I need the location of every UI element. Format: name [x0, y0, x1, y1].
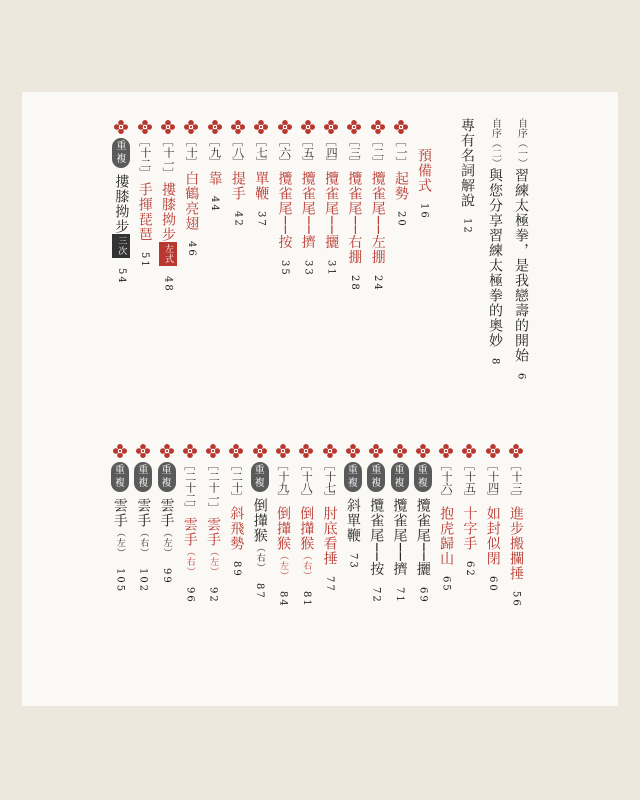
entry-title-text: 斜單鞭 [344, 498, 361, 543]
flower-ornament-icon [346, 444, 360, 458]
entry-number: 八 [231, 147, 245, 158]
bracket-open: ﹇ [348, 135, 360, 148]
entry-title [369, 171, 387, 265]
entry-number: 九 [208, 147, 222, 158]
entry-title [134, 498, 152, 558]
entry-badge: 三次 [112, 234, 130, 258]
toc-entry[interactable] [321, 444, 339, 593]
flower-ornament-icon [393, 444, 407, 458]
entry-title-text: 起勢 [393, 171, 409, 201]
entry-page-number: 60 [487, 576, 499, 593]
entry-number: 二十二 [183, 471, 197, 504]
bracket-open: ﹇ [372, 135, 384, 148]
entry-title-text: 雲手 [181, 517, 198, 547]
entry-title-text: 雲手 [205, 517, 222, 547]
toc-entry[interactable] [299, 120, 317, 277]
toc-entry[interactable] [204, 444, 222, 604]
preface-page-number: 8 [489, 358, 501, 367]
preface-entry[interactable] [458, 118, 476, 235]
bracket-close: ﹈ [277, 491, 289, 504]
flower-ornament-icon [369, 444, 383, 458]
entry-number-tag [460, 459, 478, 504]
entry-title [204, 517, 222, 577]
flower-ornament-icon [253, 444, 267, 458]
toc-entry[interactable] [182, 120, 200, 258]
bracket-close: ﹈ [348, 156, 360, 169]
flower-ornament-icon [183, 444, 197, 458]
repeat-badge [158, 462, 176, 492]
toc-entry[interactable] [206, 120, 224, 213]
toc-entry[interactable] [507, 444, 525, 608]
bracket-close: ﹈ [463, 491, 475, 504]
flower-ornament-icon [254, 120, 268, 134]
entry-title-text: 提手 [229, 171, 246, 201]
entry-title [181, 517, 199, 577]
entry-title-text: 攬雀尾──攦 [323, 171, 340, 250]
entry-note: （右） [301, 551, 312, 581]
bracket-open: ﹇ [232, 135, 244, 148]
entry-number: 十一 [162, 147, 175, 169]
toc-entry[interactable] [136, 120, 154, 269]
entry-title [344, 498, 362, 543]
entry-title-text: 靠 [206, 171, 223, 186]
flower-ornament-icon [301, 120, 315, 134]
entry-page-number: 89 [230, 561, 242, 578]
flower-ornament-icon [299, 444, 313, 458]
section-page: 16 [418, 203, 430, 220]
entry-title [274, 506, 292, 581]
entry-title-text: 摟膝拗步 [113, 174, 130, 234]
entry-title-text: 倒攆猴 [275, 506, 291, 551]
entry-title-text: 倒攆猴 [251, 498, 268, 543]
entry-page-number: 99 [161, 568, 172, 585]
bracket-close: ﹈ [139, 167, 151, 180]
entry-title [367, 498, 385, 577]
entry-number-tag [227, 459, 245, 504]
entry-number-tag [392, 135, 410, 169]
entry-note: （右） [254, 543, 265, 573]
entry-number: 十 [185, 147, 199, 158]
toc-entry[interactable] [392, 120, 410, 228]
entry-title [460, 506, 478, 551]
entry-number-tag [484, 459, 502, 504]
entry-page-number: 77 [324, 576, 336, 593]
entry-title [297, 506, 315, 581]
bracket-open: ﹇ [487, 459, 499, 472]
entry-title [299, 171, 317, 250]
preface-entry[interactable] [486, 118, 504, 366]
repeat-badge-char: 重 [116, 141, 127, 152]
entry-number: 十五 [463, 471, 477, 493]
repeat-badge-char: 重 [161, 465, 172, 476]
repeat-badge-char: 複 [394, 478, 405, 489]
bracket-open: ﹇ [463, 459, 475, 472]
entry-title [182, 171, 200, 231]
flower-ornament-icon [486, 444, 500, 458]
entry-title [507, 506, 525, 581]
repeat-badge-char: 重 [347, 465, 358, 476]
entry-page-number: 33 [302, 259, 314, 277]
entry-number-tag [437, 459, 455, 504]
repeat-badge-char: 重 [254, 465, 265, 476]
entry-title-text: 斜飛勢 [228, 506, 245, 551]
preface-label: 自序（一） [515, 118, 527, 168]
entry-page-number: 102 [137, 568, 149, 594]
flower-ornament-icon [324, 120, 338, 134]
bracket-open: ﹇ [185, 135, 197, 148]
bracket-close: ﹈ [230, 491, 242, 504]
entry-page-number: 56 [510, 591, 522, 608]
entry-page-number: 35 [279, 259, 290, 277]
flower-ornament-icon [371, 120, 385, 134]
repeat-badge-char: 複 [114, 478, 125, 489]
flower-ornament-icon [113, 444, 127, 458]
toc-entry[interactable] [181, 444, 199, 604]
entry-number-tag [182, 135, 200, 169]
repeat-badge-char: 複 [371, 478, 382, 489]
flower-ornament-icon [323, 444, 337, 458]
entry-number-tag [206, 135, 224, 169]
entry-title-text: 雲手 [158, 498, 175, 528]
preface-title: 與您分享習練太極拳的奧妙 [487, 168, 503, 348]
bracket-open: ﹇ [230, 459, 242, 472]
preface-page-number: 6 [515, 373, 527, 382]
entry-number-tag [229, 135, 247, 169]
bracket-open: ﹇ [324, 459, 336, 472]
bracket-open: ﹇ [395, 135, 407, 148]
entry-number-tag [204, 459, 222, 515]
entry-title [345, 171, 363, 265]
repeat-badge [391, 462, 409, 492]
toc-entry[interactable] [251, 444, 269, 600]
entry-number-tag [369, 135, 387, 169]
bracket-open: ﹇ [162, 135, 174, 148]
entry-page-number: 20 [395, 211, 407, 228]
bracket-open: ﹇ [302, 135, 314, 148]
entry-page-number: 37 [255, 211, 267, 228]
entry-number: 五 [301, 147, 315, 158]
toc-entry[interactable] [159, 120, 177, 293]
entry-number-tag [507, 459, 525, 504]
bracket-open: ﹇ [184, 459, 196, 472]
bracket-open: ﹇ [209, 135, 221, 148]
entry-title [392, 171, 410, 201]
bracket-close: ﹈ [487, 491, 499, 504]
bottom-margin-band [0, 706, 640, 800]
flower-ornament-icon [347, 120, 361, 134]
bracket-open: ﹇ [510, 459, 522, 472]
repeat-badge [111, 462, 129, 492]
entry-note: （右） [184, 547, 195, 577]
entry-title-text: 十字手 [461, 506, 478, 551]
entry-title-text: 攬雀尾──擠 [391, 498, 408, 577]
bracket-open: ﹇ [300, 459, 312, 472]
toc-entry[interactable] [227, 444, 245, 578]
entry-title [251, 498, 269, 573]
entry-note: （右） [138, 528, 149, 558]
entry-title [391, 498, 409, 577]
entry-page-number: 92 [207, 587, 219, 604]
repeat-badge [112, 138, 130, 168]
repeat-badge [414, 462, 432, 492]
repeat-badge [134, 462, 152, 492]
entry-number-tag [274, 459, 292, 504]
repeat-badge-char: 重 [417, 465, 428, 476]
toc-entry[interactable] [369, 120, 387, 292]
repeat-badge-char: 重 [114, 465, 125, 476]
entry-title-text: 攬雀尾──右掤 [346, 171, 363, 265]
entry-number: 十七 [323, 471, 337, 493]
entry-number-tag [181, 459, 199, 515]
bracket-open: ﹇ [277, 459, 289, 472]
toc-entry[interactable] [111, 444, 129, 593]
entry-number: 二十一 [207, 471, 221, 504]
toc-entry[interactable] [391, 444, 409, 604]
toc-entry[interactable] [322, 120, 340, 277]
flower-ornament-icon [160, 444, 174, 458]
flower-ornament-icon [161, 120, 175, 134]
toc-entry[interactable] [344, 444, 362, 570]
entry-title [112, 174, 130, 258]
toc-entry[interactable] [134, 444, 152, 593]
entry-number-tag [159, 135, 177, 180]
entry-number: 七 [255, 147, 269, 158]
entry-title-text: 進步搬攔捶 [508, 506, 524, 581]
flower-ornament-icon [231, 120, 245, 134]
repeat-badge-char: 複 [116, 154, 127, 165]
entry-title-text: 攬雀尾──擠 [299, 171, 316, 250]
entry-number: 二 [371, 147, 385, 158]
entry-note: （左） [161, 528, 172, 558]
preface-label: 自序（二） [489, 118, 501, 168]
entry-number-tag [136, 135, 154, 180]
preface-entry[interactable] [512, 118, 530, 381]
bracket-close: ﹈ [510, 491, 522, 504]
entry-title-text: 單鞭 [253, 171, 270, 201]
bracket-open: ﹇ [325, 135, 337, 148]
entry-page-number: 81 [300, 591, 312, 608]
flower-ornament-icon [114, 120, 128, 134]
entry-number: 三 [348, 147, 362, 158]
entry-page-number: 51 [139, 252, 151, 269]
flower-ornament-icon [439, 444, 453, 458]
flower-ornament-icon [394, 120, 408, 134]
entry-title-text: 白鶴亮翅 [183, 171, 200, 231]
entry-note: （左） [208, 547, 219, 577]
entry-number-tag [276, 135, 294, 169]
entry-number: 四 [325, 147, 339, 158]
entry-number: 十三 [510, 471, 523, 493]
entry-title [252, 171, 270, 201]
toc-entry[interactable] [229, 120, 247, 228]
entry-title [136, 182, 154, 242]
toc-entry[interactable] [484, 444, 502, 593]
toc-entry[interactable] [276, 120, 294, 277]
entry-page-number: 31 [325, 259, 337, 277]
entry-number-tag [297, 459, 315, 504]
entry-number: 十六 [440, 471, 454, 493]
top-margin-band [0, 0, 640, 92]
bracket-open: ﹇ [139, 135, 151, 148]
entry-page-number: 72 [370, 586, 382, 604]
bracket-close: ﹈ [325, 156, 337, 169]
entry-number: 十八 [300, 471, 314, 493]
toc-entry[interactable] [297, 444, 315, 608]
repeat-badge [251, 462, 269, 492]
entry-badge: 左式 [159, 242, 177, 266]
toc-entry[interactable] [158, 444, 176, 585]
entry-title-text: 抱虎歸山 [438, 506, 455, 566]
entry-page-number: 84 [277, 591, 289, 608]
repeat-badge-char: 重 [394, 465, 405, 476]
flower-ornament-icon [276, 444, 290, 458]
entry-title-text: 手揮琵琶 [136, 182, 153, 242]
entry-page-number: 71 [394, 586, 405, 604]
entry-number-tag [345, 135, 363, 169]
repeat-badge-char: 複 [161, 478, 172, 489]
entry-page-number: 62 [463, 561, 475, 578]
entry-number: 一 [395, 147, 408, 158]
entry-page-number: 69 [417, 586, 429, 604]
toc-entry[interactable] [112, 120, 130, 285]
entry-page-number: 65 [440, 576, 452, 593]
entry-number-tag [252, 135, 270, 169]
bracket-close: ﹈ [209, 156, 221, 169]
flower-ornament-icon [416, 444, 430, 458]
bracket-close: ﹈ [162, 167, 174, 180]
entry-title-text: 攬雀尾──左掤 [369, 171, 386, 265]
entry-page-number: 54 [115, 268, 127, 285]
entry-title [206, 171, 224, 186]
preface-title: 專有名詞解說 [459, 118, 475, 208]
entry-page-number: 44 [209, 196, 221, 213]
entry-page-number: 87 [254, 583, 266, 600]
bracket-close: ﹈ [300, 491, 312, 504]
bracket-close: ﹈ [440, 491, 452, 504]
toc-section-heading [415, 148, 433, 220]
bracket-close: ﹈ [395, 156, 407, 169]
bracket-open: ﹇ [207, 459, 219, 472]
entry-page-number: 73 [347, 553, 359, 570]
bracket-close: ﹈ [302, 156, 314, 169]
entry-title [227, 506, 245, 551]
entry-title [159, 182, 177, 266]
entry-page-number: 96 [184, 587, 196, 604]
preface-page-number: 12 [461, 218, 473, 235]
bracket-close: ﹈ [324, 491, 336, 504]
entry-page-number: 46 [185, 241, 197, 258]
entry-page-number: 28 [348, 274, 360, 292]
bracket-open: ﹇ [440, 459, 452, 472]
repeat-badge-char: 複 [347, 478, 358, 489]
flower-ornament-icon [229, 444, 243, 458]
entry-title-text: 如封似閉 [484, 506, 501, 566]
entry-title [158, 498, 176, 558]
bracket-close: ﹈ [255, 156, 267, 169]
flower-ornament-icon [278, 120, 292, 134]
flower-ornament-icon [184, 120, 198, 134]
entry-title [414, 498, 432, 577]
entry-title [111, 498, 129, 558]
bracket-open: ﹇ [279, 135, 290, 148]
bracket-close: ﹈ [232, 156, 244, 169]
bracket-close: ﹈ [372, 156, 384, 169]
entry-title-text: 肘底看捶 [321, 506, 338, 566]
repeat-badge-char: 重 [371, 465, 382, 476]
repeat-badge [367, 462, 385, 492]
entry-title-text: 雲手 [135, 498, 152, 528]
entry-number: 十二 [138, 147, 152, 169]
entry-title [276, 171, 294, 250]
entry-number: 十四 [486, 471, 500, 493]
flower-ornament-icon [462, 444, 476, 458]
entry-title [484, 506, 502, 566]
entry-title [229, 171, 247, 201]
entry-title [321, 506, 339, 566]
bracket-open: ﹇ [255, 135, 267, 148]
toc-entry[interactable] [367, 444, 385, 604]
toc-entry[interactable] [345, 120, 363, 292]
entry-page-number: 42 [232, 211, 244, 228]
bracket-close: ﹈ [279, 156, 290, 169]
bracket-close: ﹈ [184, 502, 196, 515]
toc-entry[interactable] [437, 444, 455, 593]
entry-title [437, 506, 455, 566]
repeat-badge-char: 複 [138, 478, 149, 489]
bracket-close: ﹈ [207, 502, 219, 515]
flower-ornament-icon [206, 444, 220, 458]
toc-entry[interactable] [414, 444, 432, 604]
entry-title-text: 倒攆猴 [298, 506, 315, 551]
entry-title-text: 摟膝拗步 [160, 182, 176, 242]
entry-page-number: 48 [162, 276, 174, 293]
repeat-badge-char: 複 [417, 478, 428, 489]
entry-page-number: 105 [114, 568, 126, 594]
section-title: 預備式 [416, 148, 432, 193]
repeat-badge-char: 重 [138, 465, 149, 476]
toc-entry[interactable] [460, 444, 478, 578]
entry-number-tag [299, 135, 317, 169]
entry-number-tag [321, 459, 339, 504]
repeat-badge-char: 複 [254, 478, 265, 489]
entry-title-text: 攬雀尾──攦 [414, 498, 431, 577]
toc-entry[interactable] [274, 444, 292, 608]
bracket-close: ﹈ [185, 156, 197, 169]
entry-title-text: 攬雀尾──按 [276, 171, 293, 250]
entry-title [322, 171, 340, 250]
flower-ornament-icon [138, 120, 152, 134]
flower-ornament-icon [136, 444, 150, 458]
entry-note: （左） [278, 551, 288, 581]
entry-number: 二十 [230, 471, 244, 493]
toc-entry[interactable] [252, 120, 270, 228]
entry-number: 六 [278, 147, 292, 158]
entry-number-tag [322, 135, 340, 169]
entry-page-number: 24 [372, 274, 384, 292]
entry-note: （左） [114, 528, 125, 558]
repeat-badge [344, 462, 362, 492]
entry-title-text: 雲手 [111, 498, 128, 528]
entry-number: 十九 [277, 471, 290, 493]
flower-ornament-icon [208, 120, 222, 134]
entry-title-text: 攬雀尾──按 [368, 498, 385, 577]
flower-ornament-icon [509, 444, 523, 458]
preface-title: 習練太極拳，是我戀壽的開始 [513, 168, 529, 363]
